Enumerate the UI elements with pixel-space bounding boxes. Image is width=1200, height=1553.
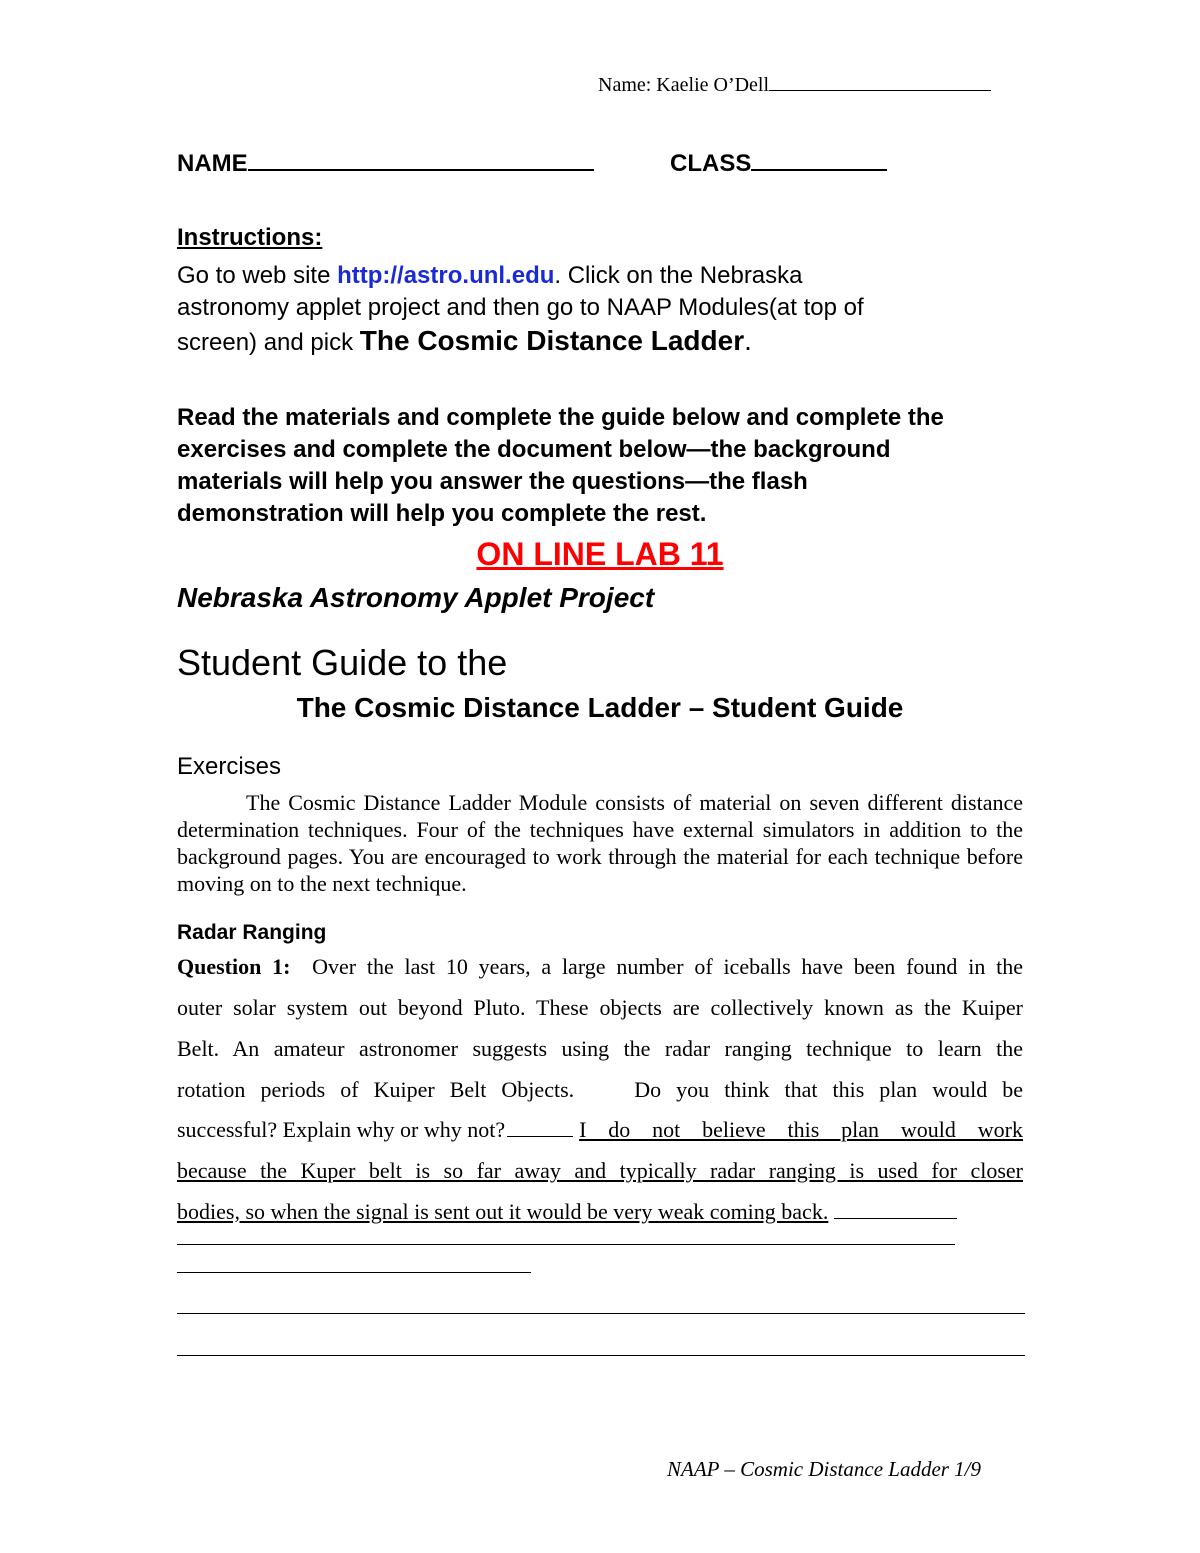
question-1-prompt: successful? Explain why or why not? [177, 1117, 506, 1142]
student-name-underline [769, 90, 991, 91]
question-1-line-4: rotation periods of Kuiper Belt Objects. Do you think that this plan would be [177, 1077, 1023, 1102]
instructions-para-line-4: demonstration will help you complete the rest. [177, 500, 707, 527]
module-title: The Cosmic Distance Ladder [359, 325, 745, 356]
blank-answer-line-1[interactable] [177, 1244, 955, 1245]
guide-heading: Student Guide to the [177, 642, 508, 683]
page-footer: NAAP – Cosmic Distance Ladder 1/9 [667, 1457, 982, 1481]
class-blank[interactable] [751, 169, 887, 171]
radar-heading: Radar Ranging [177, 921, 327, 944]
instructions-line-2: astronomy applet project and then go to NAAP Modules(at top of [177, 294, 864, 321]
answer-line-3-underline-tail [834, 1217, 957, 1219]
instructions-para-line-3: materials will help you answer the questions—the flash [177, 468, 808, 495]
name-field[interactable] [177, 150, 594, 178]
answer-line-3[interactable]: bodies, so when the signal is sent out it would be very weak coming back. [177, 1199, 829, 1224]
lab-title: ON LINE LAB 11 [476, 536, 724, 572]
instructions-heading: Instructions: [177, 224, 323, 251]
answer-line-3-row [177, 1199, 957, 1225]
name-label: NAME [177, 150, 248, 177]
question-1-line-2: outer solar system out beyond Pluto. These objects are collectively known as the Kuiper [177, 995, 1023, 1020]
instructions-line-1 [177, 262, 803, 290]
blank-answer-line-3[interactable] [177, 1313, 1025, 1314]
instructions-line-3-end: . [744, 325, 752, 356]
exercises-heading: Exercises [177, 753, 282, 780]
student-name-header [598, 74, 991, 97]
question-1-line-5 [177, 1117, 1023, 1143]
instructions-para-line-1: Read the materials and complete the guide below and complete the [177, 404, 944, 431]
astro-link[interactable]: http://astro.unl.edu [337, 262, 555, 289]
instructions-line-1-text: Go to web site [177, 262, 338, 289]
answer-line-2[interactable]: because the Kuper belt is so far away and typically radar ranging is used for closer [177, 1158, 1023, 1183]
exercises-paragraph: The Cosmic Distance Ladder Module consists of material on seven different distance determination techniques. Four of the techniques have external simulators in addition to the background pages. You are encouraged to work through the material for each technique before moving on to the next technique. [177, 790, 1023, 896]
blank-answer-line-4[interactable] [177, 1355, 1025, 1356]
project-title: Nebraska Astronomy Applet Project [177, 582, 655, 613]
question-1-line-1 [177, 954, 1023, 980]
instructions-line-3-text: screen) and pick [177, 329, 360, 356]
instructions-line-1-end: . Click on the Nebraska [554, 262, 803, 289]
question-1-line-3: Belt. An amateur astronomer suggests using the radar ranging technique to learn the [177, 1036, 1023, 1061]
blank-answer-line-2[interactable] [177, 1272, 531, 1273]
question-1-line-1-text: Over the last 10 years, a large number of iceballs have been found in the [312, 954, 1023, 979]
instructions-line-3 [177, 325, 752, 357]
answer-underline-lead [507, 1135, 573, 1137]
instructions-para-line-2: exercises and complete the document below—the background [177, 436, 891, 463]
student-name-text: Name: Kaelie O’Dell [598, 74, 770, 96]
name-blank[interactable] [248, 169, 594, 171]
class-field[interactable] [670, 150, 887, 178]
answer-line-1[interactable]: I do not believe this plan would work [579, 1117, 1023, 1142]
question-1-label: Question 1: [177, 954, 291, 979]
class-label: CLASS [670, 150, 752, 177]
guide-subtitle: The Cosmic Distance Ladder – Student Guide [296, 692, 904, 723]
